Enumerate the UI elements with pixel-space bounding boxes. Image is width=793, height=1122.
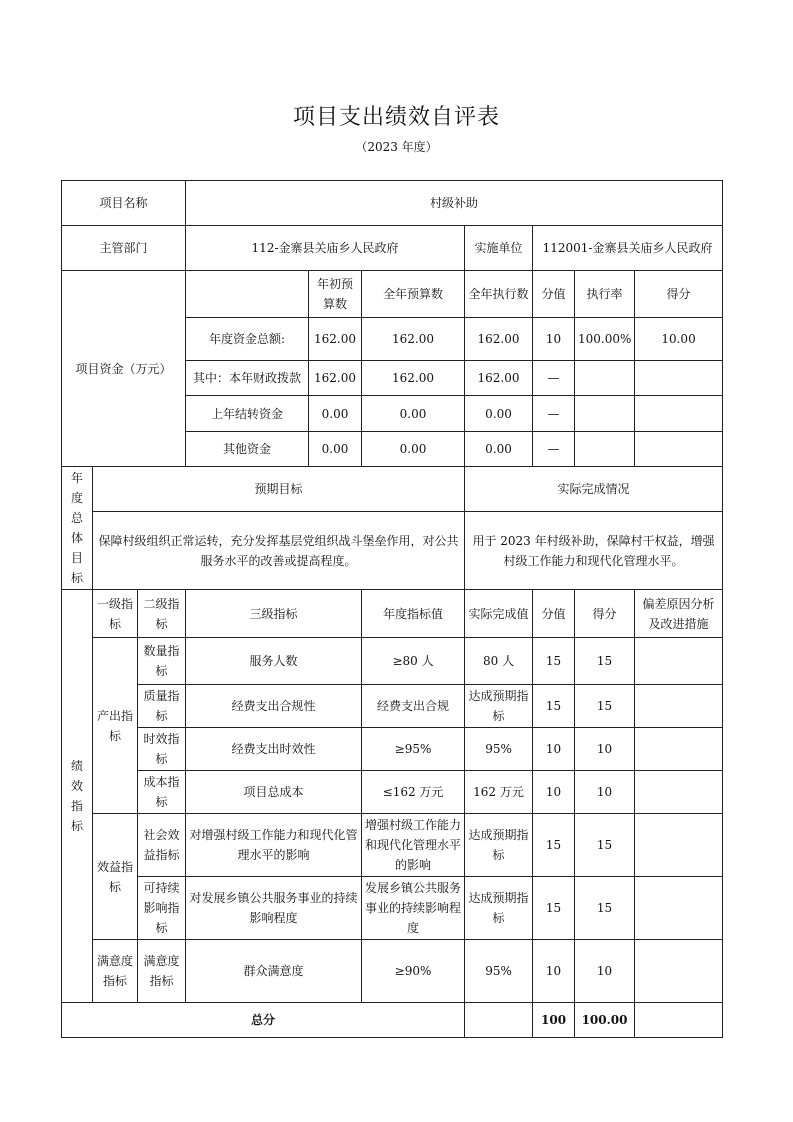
project-name-value: 村级补助 xyxy=(186,181,723,226)
indicator-row xyxy=(62,877,723,940)
self-evaluation-table xyxy=(61,180,723,1038)
funds-header-blank xyxy=(186,271,309,318)
level3: 项目总成本 xyxy=(186,771,362,814)
page-title: 项目支出绩效自评表 xyxy=(292,105,500,130)
row-project-name xyxy=(62,181,723,226)
score: 15 xyxy=(575,638,635,685)
fund-annual: 162.00 xyxy=(362,361,465,396)
actual-value: 达成预期指标 xyxy=(465,877,533,940)
project-name-label: 项目名称 xyxy=(62,181,186,226)
actual-value: 达成预期指标 xyxy=(465,814,533,877)
fund-executed: 0.00 xyxy=(465,432,533,467)
header-note: 偏差原因分析及改进措施 xyxy=(635,590,723,638)
implementer-label: 实施单位 xyxy=(465,226,533,271)
total-score: 100.00 xyxy=(575,1003,635,1038)
indicator-row xyxy=(62,638,723,685)
goals-content-row xyxy=(62,512,723,590)
level3: 群众满意度 xyxy=(186,940,362,1003)
funds-label: 项目资金（万元） xyxy=(62,271,186,467)
level3: 对发展乡镇公共服务事业的持续影响程度 xyxy=(186,877,362,940)
fund-executed: 162.00 xyxy=(465,318,533,361)
fund-initial: 162.00 xyxy=(309,361,362,396)
indicator-row xyxy=(62,940,723,1003)
target-value: ≥95% xyxy=(362,728,465,771)
fund-score-value: — xyxy=(533,432,575,467)
score-value: 15 xyxy=(533,685,575,728)
target-value: ≤162 万元 xyxy=(362,771,465,814)
fund-score xyxy=(635,361,723,396)
header-score-value: 分值 xyxy=(533,590,575,638)
score: 15 xyxy=(575,877,635,940)
level2: 数量指标 xyxy=(138,638,186,685)
level3: 服务人数 xyxy=(186,638,362,685)
score-value: 10 xyxy=(533,728,575,771)
indicator-row xyxy=(62,728,723,771)
implementer-value: 112001-金寨县关庙乡人民政府 xyxy=(533,226,723,271)
total-row xyxy=(62,1003,723,1038)
report-year: （2023 年度） xyxy=(355,140,438,154)
level2: 社会效益指标 xyxy=(138,814,186,877)
indicators-header-row xyxy=(62,590,723,638)
score: 10 xyxy=(575,771,635,814)
fund-name: 其他资金 xyxy=(186,432,309,467)
level2: 满意度指标 xyxy=(138,940,186,1003)
expected-goal-label: 预期目标 xyxy=(93,467,465,512)
actual-value: 达成预期指标 xyxy=(465,685,533,728)
goals-label: 年度总体目标 xyxy=(62,467,93,590)
target-value: ≥90% xyxy=(362,940,465,1003)
target-value: ≥80 人 xyxy=(362,638,465,685)
level2: 可持续影响指标 xyxy=(138,877,186,940)
level3: 对增强村级工作能力和现代化管理水平的影响 xyxy=(186,814,362,877)
level2: 质量指标 xyxy=(138,685,186,728)
fund-name: 其中：本年财政拨款 xyxy=(186,361,309,396)
actual-value: 162 万元 xyxy=(465,771,533,814)
level1-satisfaction: 满意度指标 xyxy=(93,940,138,1003)
fund-score: 10.00 xyxy=(635,318,723,361)
goals-header-row xyxy=(62,467,723,512)
target-value: 发展乡镇公共服务事业的持续影响程度 xyxy=(362,877,465,940)
score-value: 10 xyxy=(533,771,575,814)
target-value: 增强村级工作能力和现代化管理水平的影响 xyxy=(362,814,465,877)
department-value: 112-金寨县关庙乡人民政府 xyxy=(186,226,465,271)
target-value: 经费支出合规 xyxy=(362,685,465,728)
score-value: 10 xyxy=(533,940,575,1003)
expected-goal-text: 保障村级组织正常运转，充分发挥基层党组织战斗堡垒作用，对公共服务水平的改善或提高程度。 xyxy=(93,512,465,590)
indicators-label: 绩效指标 xyxy=(62,590,93,1003)
fund-executed: 162.00 xyxy=(465,361,533,396)
fund-score xyxy=(635,432,723,467)
fund-executed: 0.00 xyxy=(465,396,533,432)
level3: 经费支出合规性 xyxy=(186,685,362,728)
indicator-row xyxy=(62,685,723,728)
header-level2: 二级指标 xyxy=(138,590,186,638)
funds-header-annual: 全年预算数 xyxy=(362,271,465,318)
level2: 时效指标 xyxy=(138,728,186,771)
deviation-note xyxy=(635,814,723,877)
score-value: 15 xyxy=(533,814,575,877)
actual-value: 95% xyxy=(465,940,533,1003)
actual-goal-text: 用于 2023 年村级补助，保障村干权益，增强村级工作能力和现代化管理水平。 xyxy=(465,512,723,590)
funds-header-executed: 全年执行数 xyxy=(465,271,533,318)
header-target: 年度指标值 xyxy=(362,590,465,638)
fund-score-value: 10 xyxy=(533,318,575,361)
deviation-note xyxy=(635,685,723,728)
fund-initial: 162.00 xyxy=(309,318,362,361)
score: 10 xyxy=(575,728,635,771)
fund-rate xyxy=(575,432,635,467)
actual-goal-label: 实际完成情况 xyxy=(465,467,723,512)
total-label: 总分 xyxy=(62,1003,465,1038)
fund-name: 年度资金总额: xyxy=(186,318,309,361)
level1-benefit: 效益指标 xyxy=(93,814,138,940)
fund-annual: 0.00 xyxy=(362,432,465,467)
total-score-value: 100 xyxy=(533,1003,575,1038)
indicator-row xyxy=(62,771,723,814)
fund-rate xyxy=(575,361,635,396)
fund-score xyxy=(635,396,723,432)
total-note xyxy=(635,1003,723,1038)
fund-initial: 0.00 xyxy=(309,396,362,432)
fund-score-value: — xyxy=(533,361,575,396)
total-blank xyxy=(465,1003,533,1038)
header-level3: 三级指标 xyxy=(186,590,362,638)
deviation-note xyxy=(635,940,723,1003)
indicator-row xyxy=(62,814,723,877)
fund-initial: 0.00 xyxy=(309,432,362,467)
score-value: 15 xyxy=(533,877,575,940)
fund-rate xyxy=(575,396,635,432)
fund-annual: 162.00 xyxy=(362,318,465,361)
funds-header-row xyxy=(62,271,723,318)
fund-rate: 100.00% xyxy=(575,318,635,361)
row-department xyxy=(62,226,723,271)
deviation-note xyxy=(635,771,723,814)
funds-header-score-value: 分值 xyxy=(533,271,575,318)
score: 10 xyxy=(575,940,635,1003)
deviation-note xyxy=(635,638,723,685)
fund-annual: 0.00 xyxy=(362,396,465,432)
header-score: 得分 xyxy=(575,590,635,638)
score-value: 15 xyxy=(533,638,575,685)
funds-header-initial: 年初预算数 xyxy=(309,271,362,318)
header-level1: 一级指标 xyxy=(93,590,138,638)
actual-value: 80 人 xyxy=(465,638,533,685)
department-label: 主管部门 xyxy=(62,226,186,271)
deviation-note xyxy=(635,877,723,940)
actual-value: 95% xyxy=(465,728,533,771)
header-actual: 实际完成值 xyxy=(465,590,533,638)
deviation-note xyxy=(635,728,723,771)
fund-score-value: — xyxy=(533,396,575,432)
level1-output: 产出指标 xyxy=(93,638,138,814)
score: 15 xyxy=(575,685,635,728)
level2: 成本指标 xyxy=(138,771,186,814)
funds-header-rate: 执行率 xyxy=(575,271,635,318)
fund-name: 上年结转资金 xyxy=(186,396,309,432)
level3: 经费支出时效性 xyxy=(186,728,362,771)
funds-header-score: 得分 xyxy=(635,271,723,318)
score: 15 xyxy=(575,814,635,877)
